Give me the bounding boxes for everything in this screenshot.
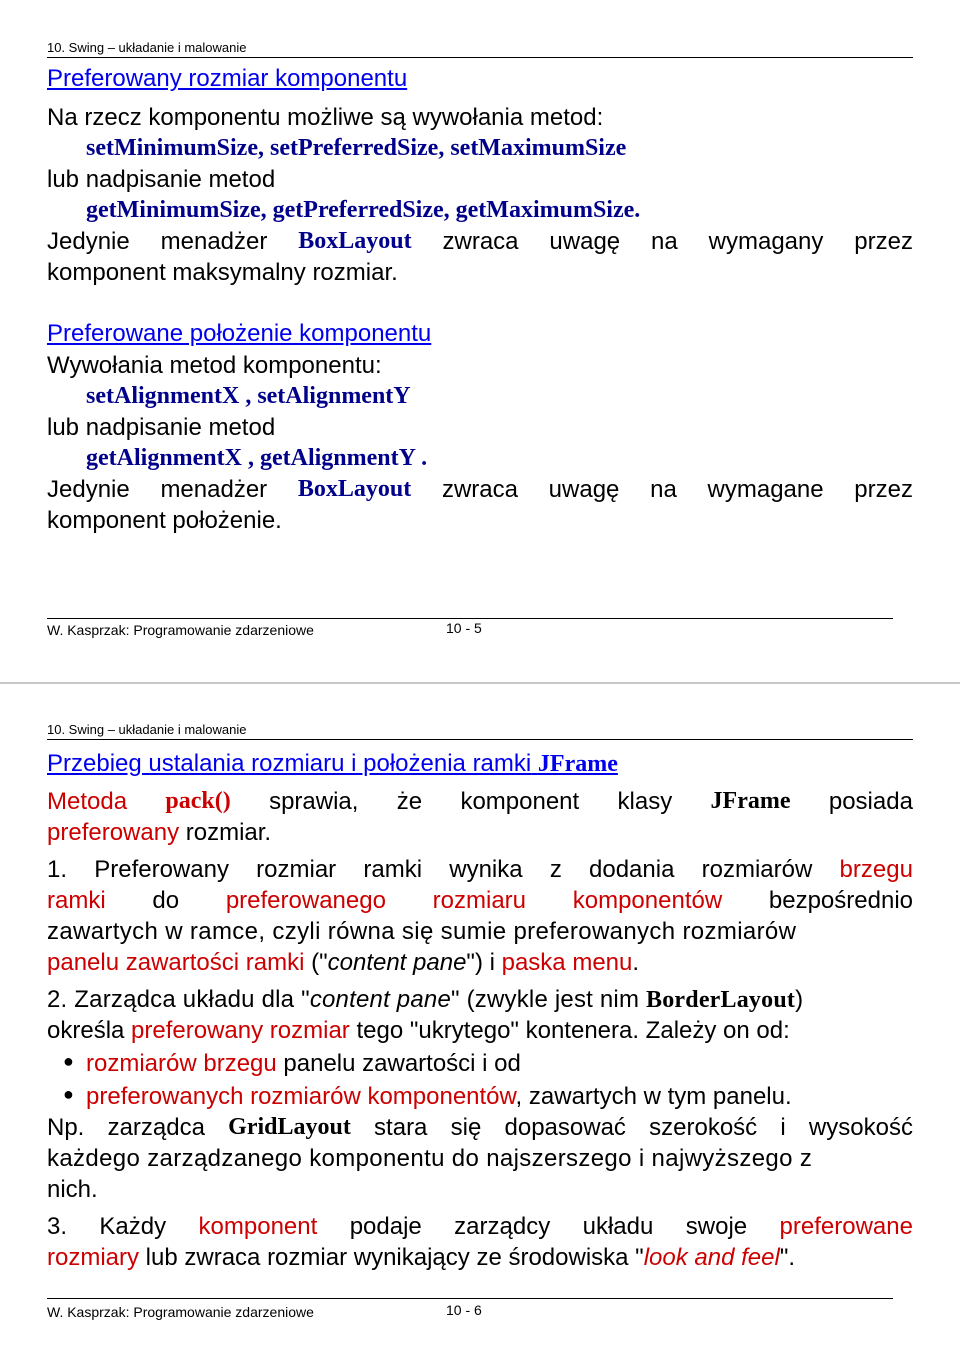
class-name: GridLayout: [228, 1114, 351, 1140]
class-name: BoxLayout: [298, 228, 412, 254]
footer-rule: [47, 1298, 893, 1299]
method-list: getAlignmentX , getAlignmentY .: [86, 445, 428, 471]
body-line-justified: ramki do preferowanego rozmiaru komponentów bezpośrednio: [47, 887, 913, 914]
class-name: JFrame: [537, 751, 618, 777]
body-line: każdego zarządzanego komponentu do najszerszego i najwyższego z: [47, 1145, 813, 1172]
method-list: getMinimumSize, getPreferredSize, getMaximumSize.: [86, 197, 641, 223]
body-line-justified: Jedynie menadżer BoxLayout zwraca uwagę na wymagany przez: [47, 228, 913, 255]
body-line: komponent położenie.: [47, 507, 282, 534]
bullet-icon: ●: [63, 1084, 74, 1104]
body-line-justified: 1. Preferowany rozmiar ramki wynika z dodania rozmiarów brzegu: [47, 856, 913, 883]
method-list: setAlignmentX , setAlignmentY: [86, 383, 411, 409]
body-line: rozmiary lub zwraca rozmiar wynikający ze środowiska "look and feel".: [47, 1244, 795, 1271]
class-name: BoxLayout: [297, 476, 412, 502]
bullet-icon: ●: [63, 1051, 74, 1071]
bullet-item: preferowanych rozmiarów komponentów, zawartych w tym panelu.: [86, 1083, 792, 1110]
page-number: 10 - 6: [446, 1302, 482, 1318]
slide-title: Preferowany rozmiar komponentu: [47, 65, 408, 92]
method-name: pack(): [165, 788, 231, 814]
body-line: lub nadpisanie metod: [47, 166, 276, 193]
slide-page-10-5: [0, 0, 960, 682]
body-line: komponent maksymalny rozmiar.: [47, 259, 398, 286]
body-line: 2. Zarządca układu dla "content pane" (zwykle jest nim BorderLayout): [47, 986, 804, 1013]
slide-title: Przebieg ustalania rozmiaru i położenia ramki JFrame: [47, 750, 618, 777]
body-line: panelu zawartości ramki ("content pane") i paska menu.: [47, 949, 640, 976]
body-line: Na rzecz komponentu możliwe są wywołania metod:: [47, 104, 604, 131]
header-rule: [47, 57, 913, 58]
slide-header: 10. Swing – układanie i malowanie: [47, 722, 247, 737]
bullet-item: rozmiarów brzegu panelu zawartości i od: [86, 1050, 521, 1077]
body-line-justified: Jedynie menadżer BoxLayout zwraca uwagę na wymagane przez: [47, 476, 913, 503]
class-name: BorderLayout: [646, 987, 796, 1013]
slide-header: 10. Swing – układanie i malowanie: [47, 40, 247, 55]
body-line-justified: Np. zarządca GridLayout stara się dopasować szerokość i wysokość: [47, 1114, 913, 1141]
page-number: 10 - 5: [446, 620, 482, 636]
body-line: nich.: [47, 1176, 98, 1203]
slide-page-10-6: [0, 684, 960, 1367]
body-line: zawartych w ramce, czyli równa się sumie preferowanych rozmiarów: [47, 918, 797, 945]
body-line: określa preferowany rozmiar tego "ukrytego" kontenera. Zależy on od:: [47, 1017, 790, 1044]
header-rule: [47, 739, 913, 740]
section-subtitle: Preferowane położenie komponentu: [47, 320, 432, 347]
body-line: Wywołania metod komponentu:: [47, 352, 382, 379]
footer-author: W. Kasprzak: Programowanie zdarzeniowe: [47, 1304, 314, 1320]
body-line: preferowany rozmiar.: [47, 819, 272, 846]
body-line-justified: 3. Każdy komponent podaje zarządcy układu swoje preferowane: [47, 1213, 913, 1240]
footer-author: W. Kasprzak: Programowanie zdarzeniowe: [47, 622, 314, 638]
body-line-justified: Metoda pack() sprawia, że komponent klasy JFrame posiada: [47, 788, 913, 815]
class-name: JFrame: [710, 788, 791, 814]
body-line: lub nadpisanie metod: [47, 414, 276, 441]
method-list: setMinimumSize, setPreferredSize, setMaximumSize: [86, 135, 627, 161]
